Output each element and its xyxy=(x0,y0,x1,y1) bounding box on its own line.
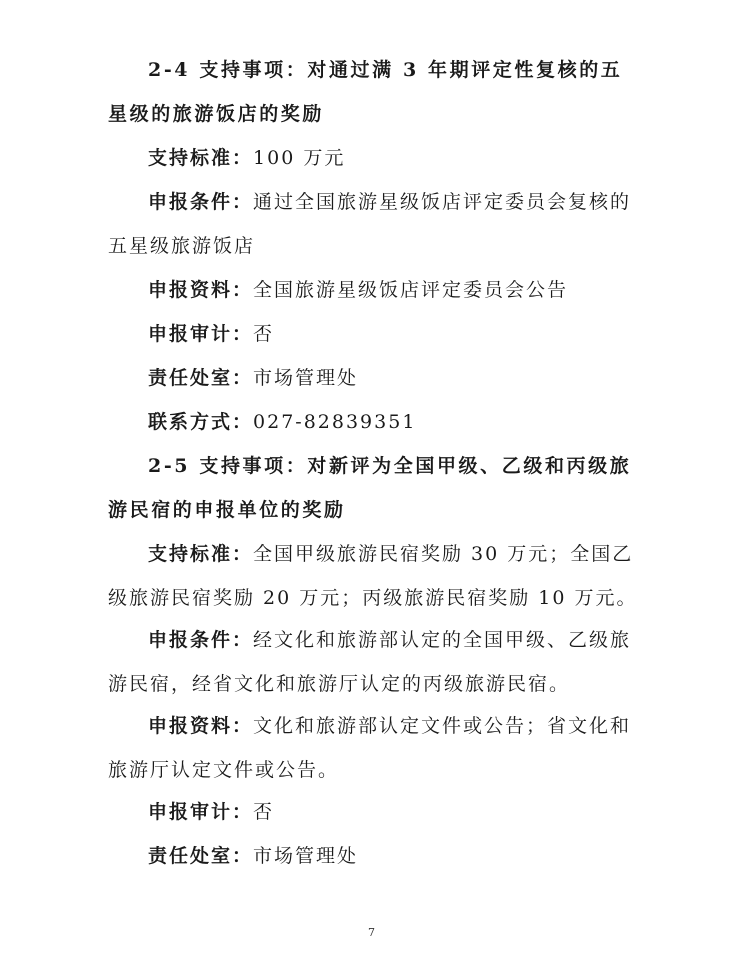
page-number: 7 xyxy=(368,926,375,939)
field-label: 支持标准： xyxy=(148,147,254,169)
field-value: 经文化和旅游部认定的全国甲级、乙级旅游民宿，经省文化和旅游厅认定的丙级旅游民宿。 xyxy=(108,629,632,695)
field-value: 文化和旅游部认定文件或公告；省文化和旅游厅认定文件或公告。 xyxy=(108,715,632,781)
field-audit xyxy=(108,312,638,356)
field-label: 联系方式： xyxy=(148,411,254,433)
field-value: 100 万元 xyxy=(253,147,346,169)
field-label: 责任处室： xyxy=(148,845,254,867)
field-application-conditions xyxy=(108,618,638,706)
field-label: 申报资料： xyxy=(148,715,254,737)
field-label: 申报审计： xyxy=(148,323,254,345)
field-application-conditions xyxy=(108,180,638,268)
field-label: 申报条件： xyxy=(148,191,254,213)
field-application-materials xyxy=(108,268,638,312)
field-responsible-office xyxy=(108,834,638,878)
section-heading-2-4: 2-4 支持事项：对通过满 3 年期评定性复核的五星级的旅游饭店的奖励 xyxy=(108,59,623,125)
field-label: 申报审计： xyxy=(148,801,254,823)
field-value: 全国甲级旅游民宿奖励 30 万元；全国乙级旅游民宿奖励 20 万元；丙级旅游民宿奖励 10 万元。 xyxy=(108,543,638,609)
field-audit xyxy=(108,790,638,834)
field-value: 市场管理处 xyxy=(253,845,359,867)
field-application-materials xyxy=(108,704,638,792)
field-responsible-office xyxy=(108,356,638,400)
field-support-standard xyxy=(108,136,638,180)
field-value: 027-82839351 xyxy=(253,411,417,433)
field-label: 责任处室： xyxy=(148,367,254,389)
field-value: 通过全国旅游星级饭店评定委员会复核的五星级旅游饭店 xyxy=(108,191,632,257)
field-label: 申报条件： xyxy=(148,629,254,651)
field-value: 否 xyxy=(253,801,275,823)
section-heading-2-5: 2-5 支持事项：对新评为全国甲级、乙级和丙级旅游民宿的申报单位的奖励 xyxy=(108,455,632,521)
field-value: 全国旅游星级饭店评定委员会公告 xyxy=(253,279,569,301)
field-value: 市场管理处 xyxy=(253,367,359,389)
field-support-standard xyxy=(108,532,638,620)
field-label: 申报资料： xyxy=(148,279,254,301)
field-value: 否 xyxy=(253,323,275,345)
field-contact xyxy=(108,400,638,444)
field-label: 支持标准： xyxy=(148,543,254,565)
